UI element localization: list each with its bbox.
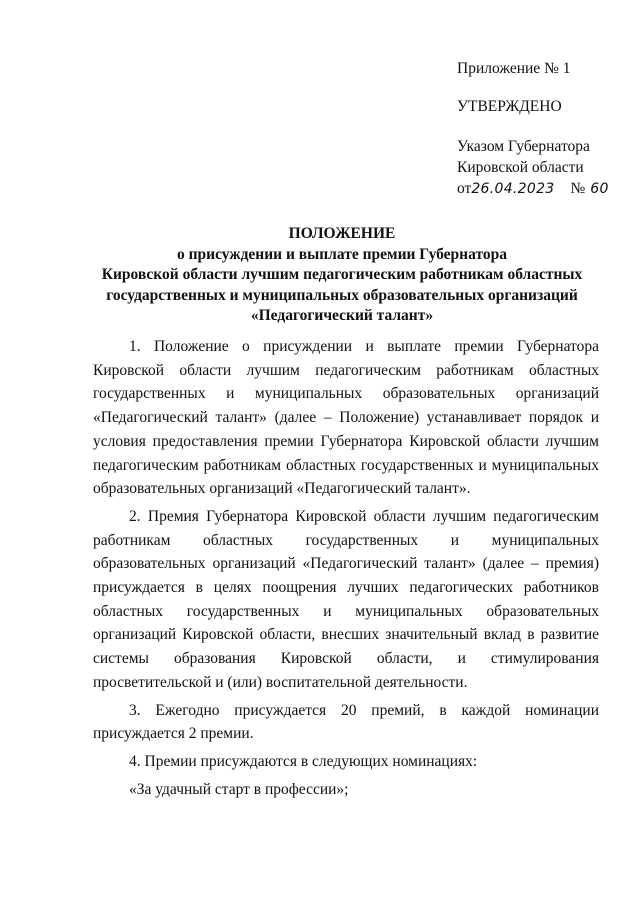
paragraph-4: 4. Премии присуждаются в следующих номинациях: [129, 752, 478, 770]
paragraph-3: 3. Ежегодно присуждается 20 премий, в каждой номинации присуждается 2 премии. [93, 701, 599, 743]
title-line-5: «Педагогический талант» [250, 307, 434, 324]
decree-line-2: Кировской области [457, 159, 584, 176]
title-line-4: государственных и муниципальных образовательных организаций [106, 286, 578, 304]
title-line-1: ПОЛОЖЕНИЕ [288, 225, 396, 242]
nomination-item: «За удачный старт в профессии»; [129, 780, 349, 798]
title-line-3: Кировской области лучшим педагогическим работникам областных [101, 266, 583, 283]
approval-block [457, 58, 632, 200]
decree-line-1: Указом Губернатора [457, 138, 590, 155]
document-body [93, 335, 599, 801]
document-title [92, 224, 592, 327]
appendix-label: Приложение № 1 [457, 60, 571, 77]
paragraph-2: 2. Премия Губернатора Кировской области лучшим педагогическим работникам областных государственных и муниципальных образовательных организаций «Педагогический талант» (далее – премия) присуждается в целях поощрения лучших педагогических работников областных государственных и муниципальных образовательных организаций Кировской области, внесших значительный вклад в развитие системы образования Кировской области, и стимулирования просветительской и (или) воспитательной деятельности. [93, 507, 599, 691]
title-line-2: о присуждении и выплате премии Губернатора [177, 245, 507, 263]
number-label: № [570, 180, 586, 197]
paragraph-1: 1. Положение о присуждении и выплате премии Губернатора Кировской области лучшим педагогическим работникам областных государственных и муниципальных образовательных организаций «Педагогический талант» (далее – Положение) устанавливает порядок и условия предоставления премии Губернатора Кировской области лучшим педагогическим работникам областных государственных и муниципальных образовательных организаций «Педагогический талант». [93, 338, 599, 498]
approved-stamp-text: УТВЕРЖДЕНО [457, 98, 562, 115]
handwritten-date: 26.04.2023 [471, 181, 555, 197]
date-prefix: от [457, 180, 472, 197]
decree-date-row [457, 178, 632, 200]
handwritten-number: 60 [590, 181, 609, 197]
